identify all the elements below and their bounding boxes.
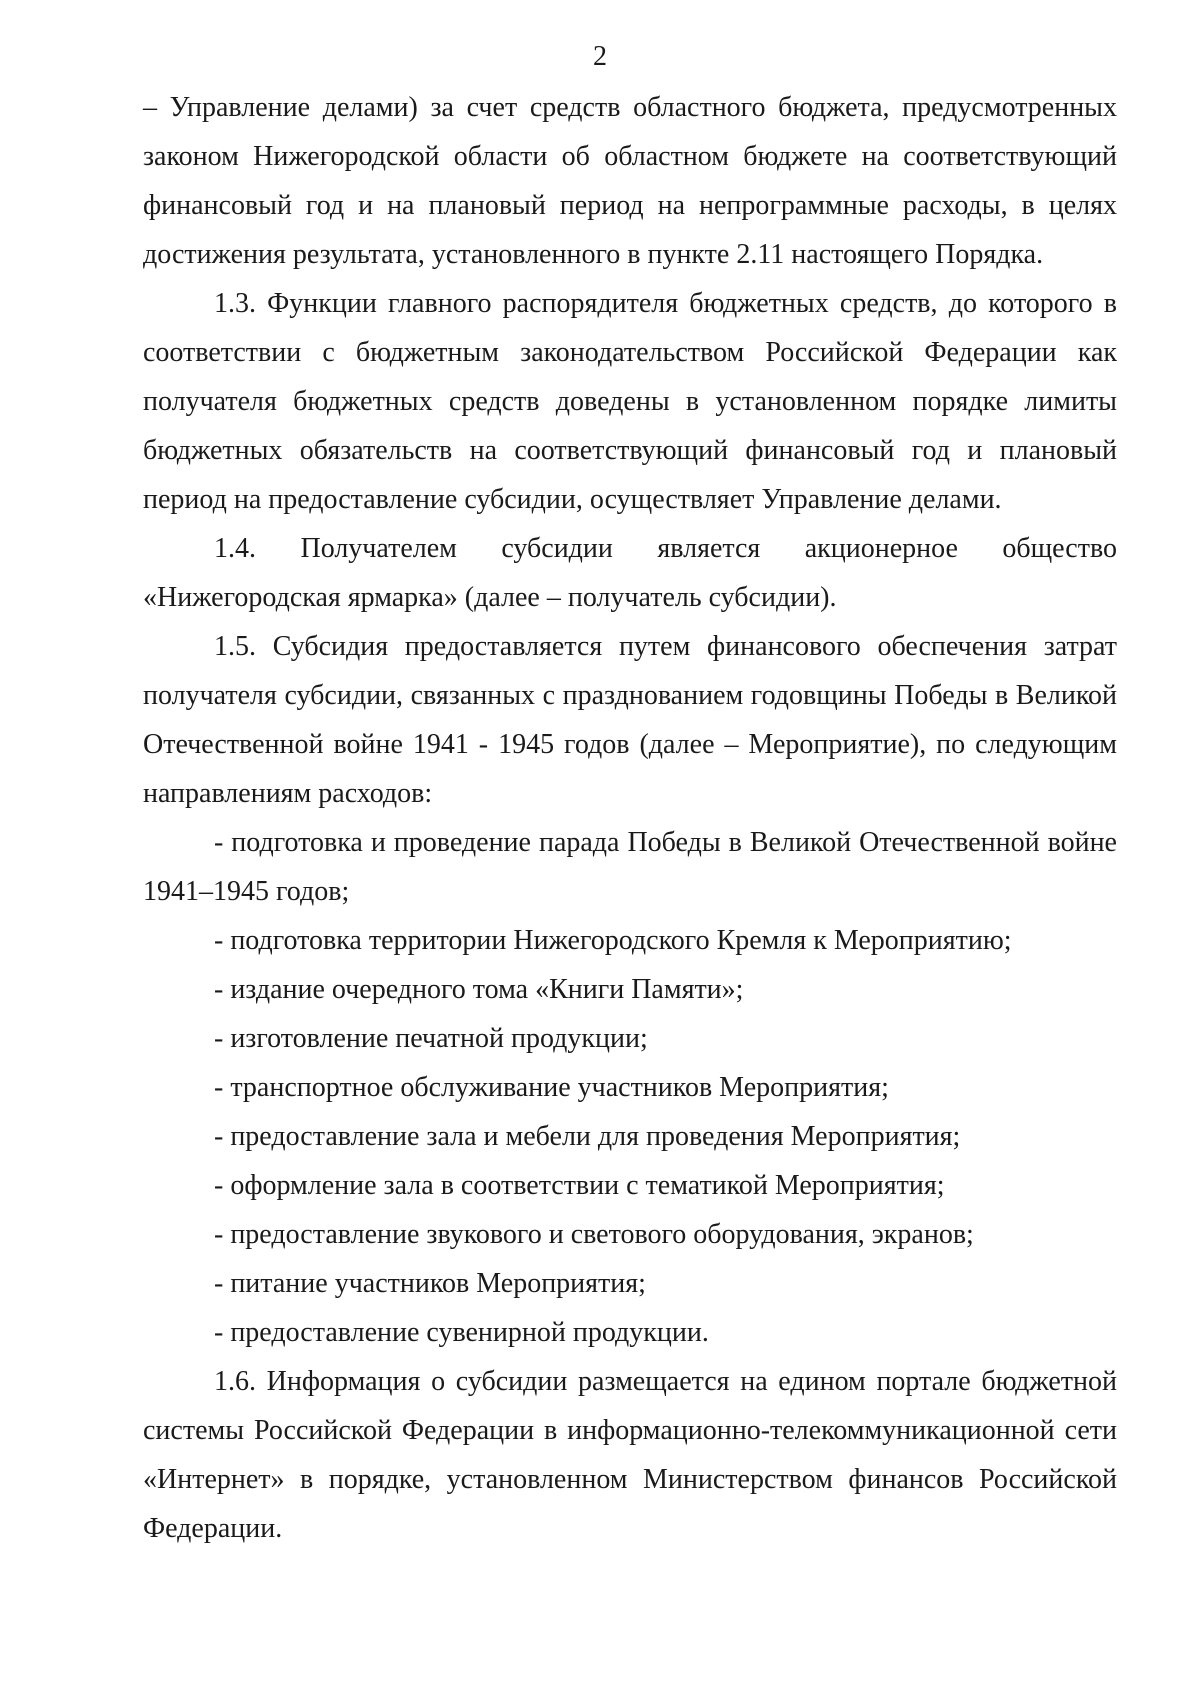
- list-item-catering: - питание участников Мероприятия;: [214, 1268, 646, 1299]
- list-item-sound-light: - предоставление звукового и светового оборудования, экранов;: [214, 1219, 974, 1250]
- list-item-hall-decoration: - оформление зала в соответствии с тематикой Мероприятия;: [214, 1170, 945, 1201]
- paragraph-1-3: 1.3. Функции главного распорядителя бюджетных средств, до которого в соответствии с бюджетным законодательством Российской Федерации как получателя бюджетных средств доведены в установленном порядке лимиты бюджетных обязательств на соответствующий финансовый год и плановый период на предоставление субсидии, осуществляет Управление делами.: [143, 288, 1117, 515]
- paragraph-1-4: 1.4. Получателем субсидии является акционерное общество «Нижегородская ярмарка» (далее – получатель субсидии).: [143, 533, 1117, 613]
- list-item-printing: - изготовление печатной продукции;: [214, 1023, 648, 1054]
- list-item-book-of-memory: - издание очередного тома «Книги Памяти»;: [214, 974, 744, 1005]
- paragraph-1-5: 1.5. Субсидия предоставляется путем финансового обеспечения затрат получателя субсидии, связанных с празднованием годовщины Победы в Великой Отечественной войне 1941 - 1945 годов (далее – Мероприятие), по следующим направлениям расходов:: [143, 631, 1117, 809]
- list-item-souvenirs: - предоставление сувенирной продукции.: [214, 1317, 709, 1348]
- paragraph-continuation: – Управление делами) за счет средств областного бюджета, предусмотренных законом Нижегородской области об областном бюджете на соответствующий финансовый год и на плановый период на непрограммные расходы, в целях достижения результата, установленного в пункте 2.11 настоящего Порядка.: [143, 92, 1117, 270]
- paragraph-1-6: 1.6. Информация о субсидии размещается на едином портале бюджетной системы Российской Федерации в информационно-телекоммуникационной сети «Интернет» в порядке, установленном Министерством финансов Российской Федерации.: [143, 1366, 1117, 1544]
- document-body: [143, 83, 1117, 1553]
- list-item-transport: - транспортное обслуживание участников Мероприятия;: [214, 1072, 889, 1103]
- page-number: 2: [593, 41, 607, 72]
- list-item-kremlin: - подготовка территории Нижегородского Кремля к Мероприятию;: [214, 925, 1012, 956]
- list-item-parade: - подготовка и проведение парада Победы в Великой Отечественной войне 1941–1945 годов;: [143, 827, 1117, 907]
- list-item-hall-furniture: - предоставление зала и мебели для проведения Мероприятия;: [214, 1121, 961, 1152]
